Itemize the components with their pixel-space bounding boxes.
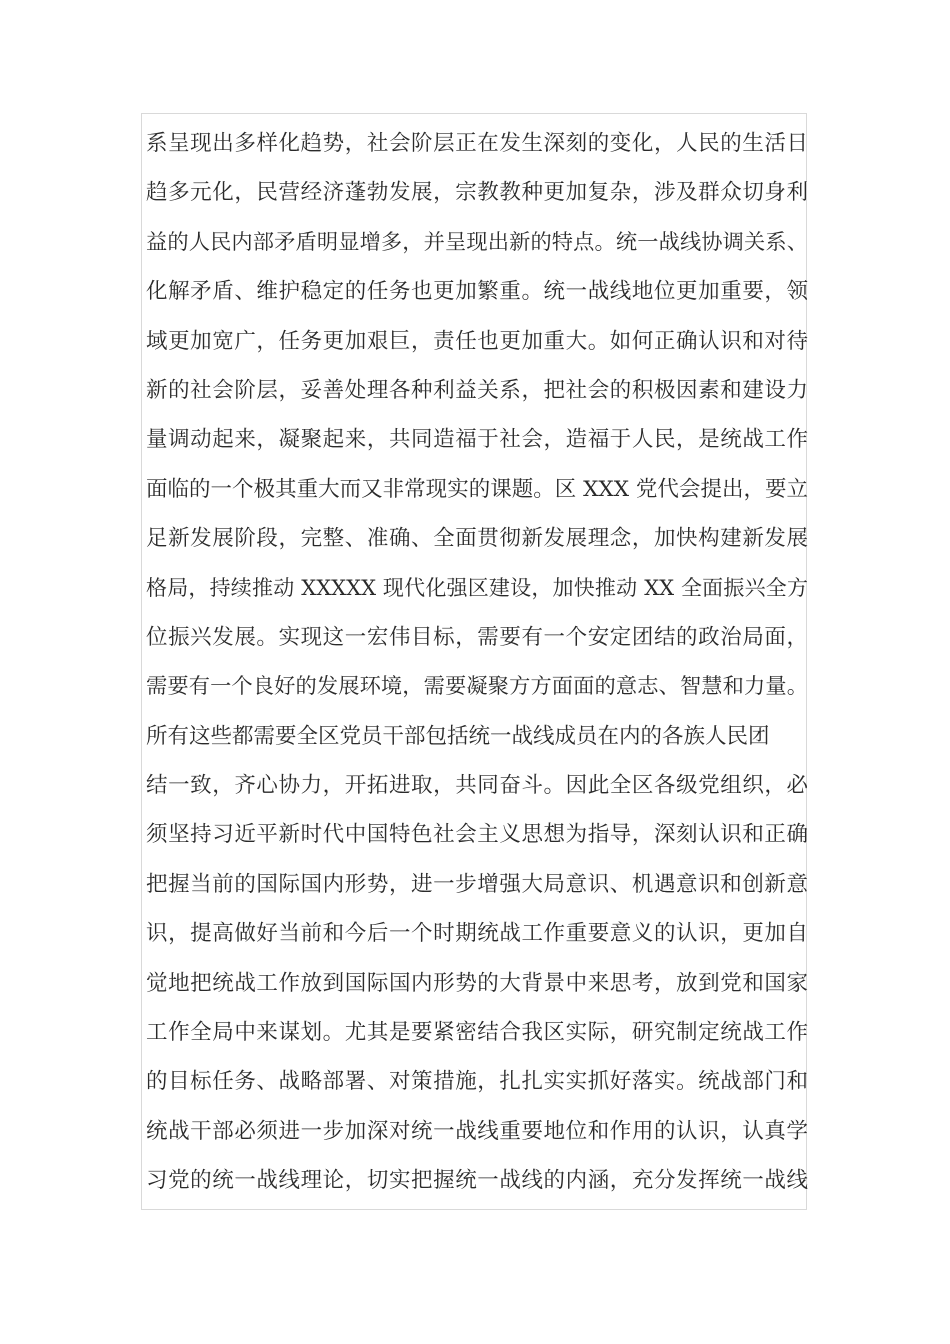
text-line: 益的人民内部矛盾明显增多，并呈现出新的特点。统一战线协调关系、: [146, 229, 808, 255]
text-line: 须坚持习近平新时代中国特色社会主义思想为指导，深刻认识和正确: [146, 822, 808, 848]
text-line: 识，提高做好当前和今后一个时期统战工作重要意义的认识，更加自: [146, 921, 808, 947]
text-line: 化解矛盾、维护稳定的任务也更加繁重。统一战线地位更加重要，领: [146, 279, 808, 305]
text-line: 习党的统一战线理论，切实把握统一战线的内涵，充分发挥统一战线: [146, 1168, 808, 1194]
text-line: 面临的一个极其重大而又非常现实的课题。区 XXX 党代会提出，要立: [146, 476, 808, 502]
text-line: 域更加宽广，任务更加艰巨，责任也更加重大。如何正确认识和对待: [146, 328, 808, 354]
text-line: 足新发展阶段，完整、准确、全面贯彻新发展理念，加快构建新发展: [146, 526, 808, 552]
text-line: 量调动起来，凝聚起来，共同造福于社会，造福于人民，是统战工作: [146, 427, 808, 453]
text-line: 觉地把统战工作放到国际国内形势的大背景中来思考，放到党和国家: [146, 970, 808, 996]
text-line: 位振兴发展。实现这一宏伟目标，需要有一个安定团结的政治局面，: [146, 624, 808, 650]
text-line: 格局，持续推动 XXXXX 现代化强区建设，加快推动 XX 全面振兴全方: [146, 575, 808, 600]
text-line: 所有这些都需要全区党员干部包括统一战线成员在内的各族人民团: [146, 723, 770, 749]
text-line: 需要有一个良好的发展环境，需要凝聚方方面面的意志、智慧和力量。: [146, 674, 808, 700]
text-line: 系呈现出多样化趋势，社会阶层正在发生深刻的变化，人民的生活日: [146, 131, 808, 156]
text-line: 结一致，齐心协力，开拓进取，共同奋斗。因此全区各级党组织，必: [146, 773, 808, 799]
text-line: 把握当前的国际国内形势，进一步增强大局意识、机遇意识和创新意: [146, 871, 808, 897]
text-line: 工作全局中来谋划。尤其是要紧密结合我区实际，研究制定统战工作: [146, 1020, 808, 1046]
text-line: 统战干部必须进一步加深对统一战线重要地位和作用的认识，认真学: [146, 1118, 808, 1144]
text-line: 趋多元化，民营经济蓬勃发展，宗教教种更加复杂，涉及群众切身利: [146, 180, 808, 206]
document-body: [146, 119, 808, 1206]
text-line: 新的社会阶层，妥善处理各种利益关系，把社会的积极因素和建设力: [146, 377, 808, 403]
text-line: 的目标任务、战略部署、对策措施，扎扎实实抓好落实。统战部门和: [146, 1069, 808, 1095]
